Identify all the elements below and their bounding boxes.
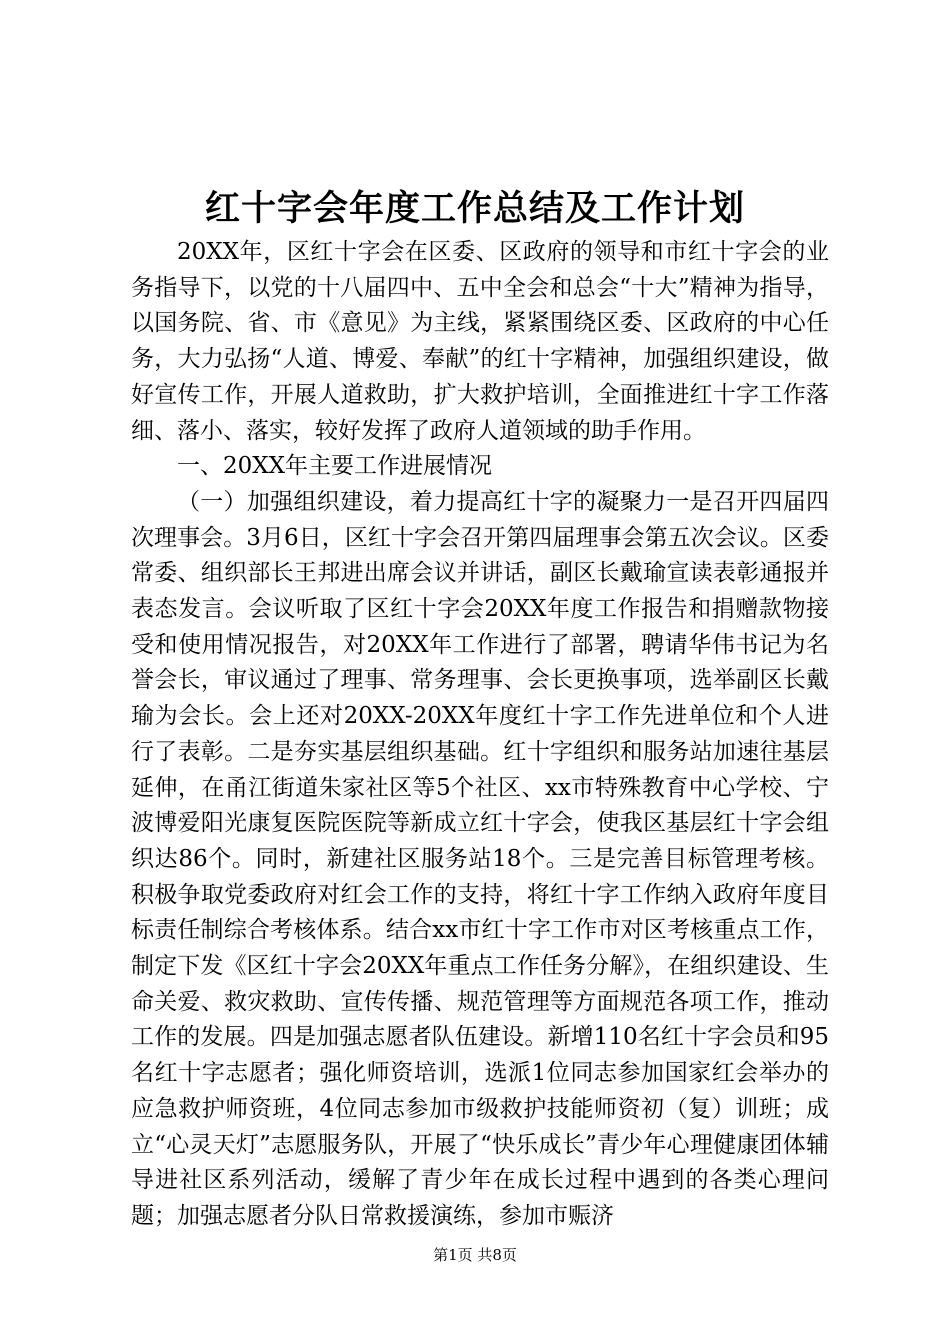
body-paragraph: （一）加强组织建设，着力提高红十字的凝聚力一是召开四届四次理事会。3月6日，区红十字会召开第四届理事会第五次会议。区委常委、组织部长王邦进出席会议并讲话，副区长戴瑜宣读表彰通报并表态发言。会议听取了区红十字会20XX年度工作报告和捐赠款物接受和使用情况报告，对20XX年工作进行了部署，聘请华伟书记为名誉会长，审议通过了理事、常务理事、会长更换事项，选举副区长戴瑜为会长。会上还对20XX-20XX年度红十字工作先进单位和个人进行了表彰。二是夯实基层组织基础。红十字组织和服务站加速往基层延伸，在甬江街道朱家社区等5个社区、xx市特殊教育中心学校、宁波博爱阳光康复医院医院等新成立红十字会，使我区基层红十字会组织达86个。同时，新建社区服务站18个。三是完善目标管理考核。积极争取党委政府对红会工作的支持，将红十字工作纳入政府年度目标责任制综合考核体系。结合xx市红十字工作市对区考核重点工作，制定下发《区红十字会20XX年重点工作任务分解》，在组织建设、生命关爱、救灾救助、宣传传播、规范管理等方面规范各项工作，推动工作的发展。四是加强志愿者队伍建设。新增110名红十字会员和95名红十字志愿者；强化师资培训，选派1位同志参加国家红会举办的应急救护师资班，4位同志参加市级救护技能师资初（复）训班；成立“心灵天灯”志愿服务队，开展了“快乐成长”青少年心理健康团体辅导进社区系列活动，缓解了青少年在成长过程中遇到的各类心理问题；加强志愿者分队日常救援演练，参加市赈济 — [131, 488, 829, 1229]
section-heading: 一、20XX年主要工作进展情况 — [177, 453, 493, 480]
intro-paragraph: 20XX年，区红十字会在区委、区政府的领导和市红十字会的业务指导下，以党的十八届四中、五中全会和总会“十大”精神为指导，以国务院、省、市《意见》为主线，紧紧围绕区委、区政府的中心任务，大力弘扬“人道、博爱、奉献”的红十字精神，加强组织建设，做好宣传工作，开展人道救助，扩大救护培训，全面推进红十字工作落细、落小、落实，较好发挥了政府人道领域的助手作用。 — [131, 239, 829, 444]
document-body — [131, 235, 829, 1235]
page-number: 第1页 共8页 — [433, 1246, 517, 1264]
document-title: 红十字会年度工作总结及工作计划 — [204, 188, 745, 229]
